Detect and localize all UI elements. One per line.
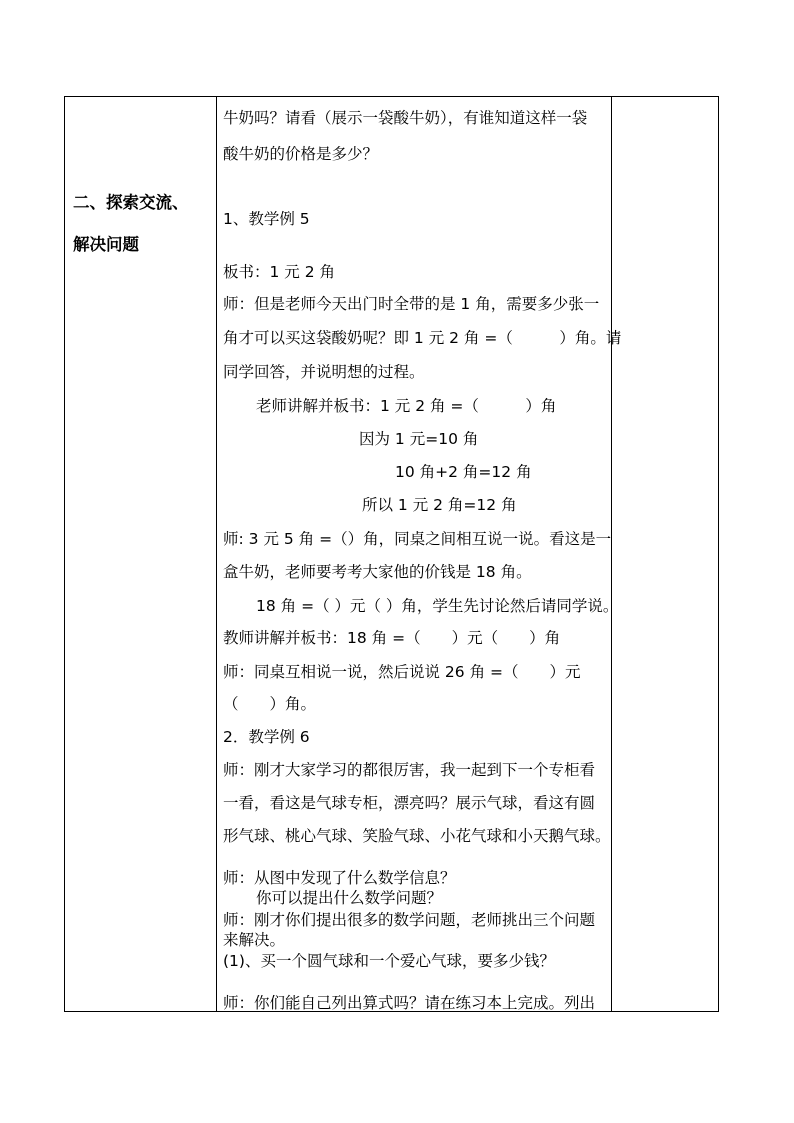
content-line: (1)、买一个圆气球和一个爱心气球，要多少钱？ xyxy=(223,952,555,970)
content-line: 老师讲解并板书：1 元 2 角 =（ ）角 xyxy=(256,397,557,415)
content-line: 教师讲解并板书：18 角 =（ ）元（ ）角 xyxy=(223,629,561,647)
content-line: 师：但是老师今天出门时全带的是 1 角，需要多少张一 xyxy=(223,295,600,313)
column-divider-left xyxy=(216,97,217,1011)
content-line: 一看，看这是气球专柜，漂亮吗？展示气球，看这有圆 xyxy=(223,794,596,812)
content-line: 牛奶吗？请看（展示一袋酸牛奶），有谁知道这样一袋 xyxy=(223,109,588,127)
content-line: 师：同桌互相说一说，然后说说 26 角 =（ ）元 xyxy=(223,663,581,681)
content-line-centered: 10 角+2 角=12 角 xyxy=(395,463,532,481)
content-line-centered: 因为 1 元=10 角 xyxy=(359,430,479,448)
content-line: 18 角 =（ ）元（ ）角，学生先讨论然后请同学说。 xyxy=(256,597,619,615)
content-line: 盒牛奶，老师要考考大家他的价钱是 18 角。 xyxy=(223,563,532,581)
content-line: 板书：1 元 2 角 xyxy=(223,263,336,281)
section-title-line1: 二、探索交流、 xyxy=(73,193,189,212)
content-line: 2．教学例 6 xyxy=(223,728,310,746)
content-line: 师：刚才大家学习的都很厉害，我一起到下一个专柜看 xyxy=(223,761,596,779)
content-line: 师：刚才你们提出很多的数学问题，老师挑出三个问题 xyxy=(223,911,596,929)
content-line: 酸牛奶的价格是多少？ xyxy=(223,145,379,163)
section-title-line2: 解决问题 xyxy=(73,235,139,254)
column-divider-right xyxy=(611,97,612,1011)
content-line: 你可以提出什么数学问题？ xyxy=(256,889,443,907)
content-line: 形气球、桃心气球、笑脸气球、小花气球和小天鹅气球。 xyxy=(223,827,611,845)
content-line: 师: 3 元 5 角 =（）角，同桌之间相互说一说。看这是一 xyxy=(223,530,612,548)
content-line: 来解决。 xyxy=(223,931,286,949)
content-line-centered: 所以 1 元 2 角=12 角 xyxy=(362,496,517,514)
content-line: 1、教学例 5 xyxy=(223,210,310,228)
content-line: 师：从图中发现了什么数学信息？ xyxy=(223,869,456,887)
content-line: 师：你们能自己列出算式吗？请在练习本上完成。列出 xyxy=(223,994,596,1012)
content-line: 同学回答，并说明想的过程。 xyxy=(223,363,425,381)
content-line: （ ）角。 xyxy=(223,695,317,713)
content-line: 角才可以买这袋酸奶呢？即 1 元 2 角 =（ ）角。请 xyxy=(223,329,622,347)
